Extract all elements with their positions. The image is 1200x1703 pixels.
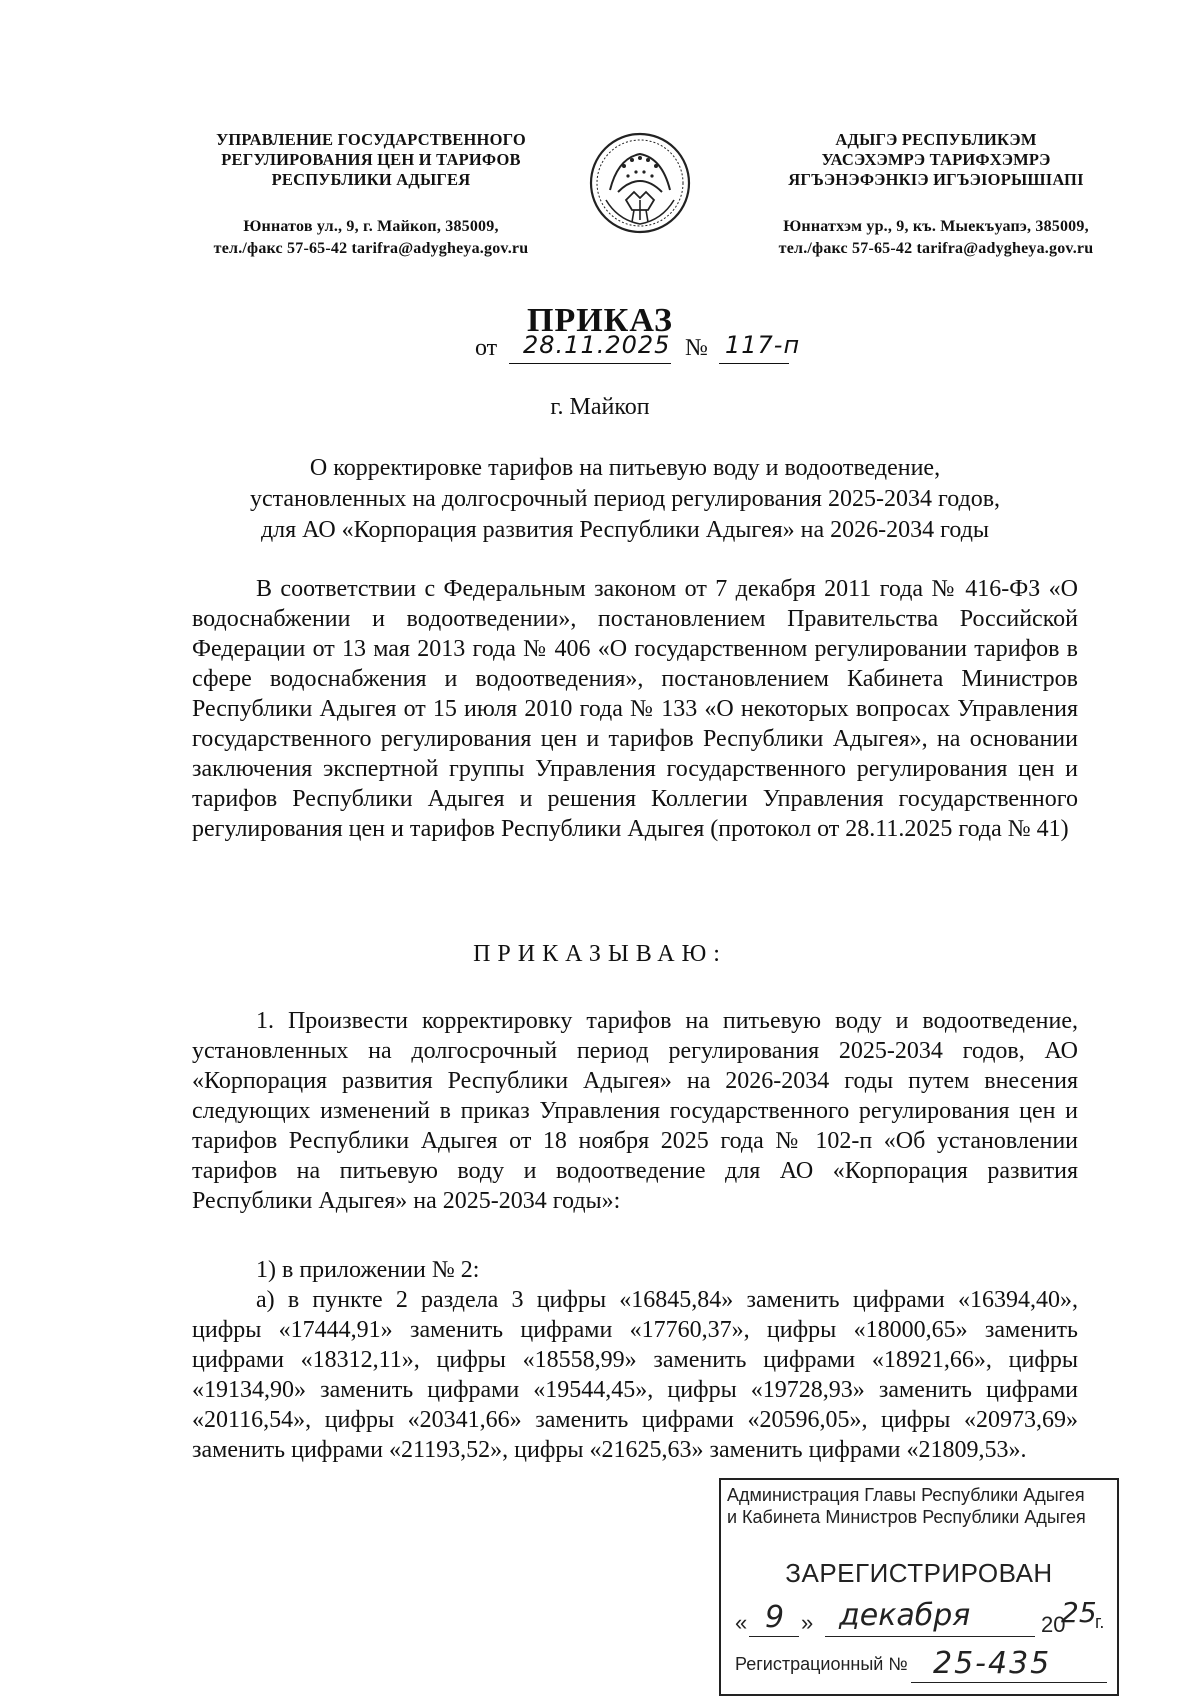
date-number-line bbox=[475, 331, 835, 371]
year-suffix: 25 bbox=[1061, 1596, 1097, 1629]
date-value: 28.11.2025 bbox=[523, 331, 671, 359]
org-name-line: РЕГУЛИРОВАНИЯ ЦЕН И ТАРИФОВ bbox=[221, 150, 521, 169]
year-end: г. bbox=[1095, 1612, 1105, 1632]
coat-of-arms-icon bbox=[588, 130, 692, 236]
org-name-line: РЕСПУБЛИКИ АДЫГЕЯ bbox=[271, 170, 471, 189]
stamp-status: ЗАРЕГИСТРИРОВАН bbox=[785, 1558, 1053, 1588]
order-item-1: 1. Произвести корректировку тарифов на питьевую воду и водоотведение, установленных на долгосрочный период регулирования 2025-2034 годов, АО «Корпорация развития Республики Адыгея» на 2026-2034 годы путем внесения следующих изменений в приказ Управления государственного регулирования цен и тарифов Республики Адыгея от 18 ноября 2025 года № 102-п «Об установлении тарифов на питьевую воду и водоотведение для АО «Корпорация развития Республики Адыгея» на 2025-2034 годы»: bbox=[192, 1008, 1078, 1214]
org-name-ru bbox=[186, 130, 556, 190]
stamp-month: декабря bbox=[839, 1598, 971, 1633]
contact-line: тел./факс 57-65-42 tarifra@adygheya.gov.ru bbox=[778, 240, 1094, 257]
document-subject bbox=[180, 453, 1070, 546]
reg-label: Регистрационный № bbox=[735, 1654, 908, 1674]
order-item-1-1: 1) в приложении № 2: bbox=[256, 1257, 480, 1283]
subject-line: для АО «Корпорация развития Республики Адыгея» на 2026-2034 годы bbox=[260, 517, 990, 543]
number-underline bbox=[719, 363, 789, 364]
year-prefix: 20 bbox=[1041, 1612, 1066, 1637]
date-underline bbox=[509, 363, 671, 364]
city: г. Майкоп bbox=[550, 394, 650, 420]
header-right bbox=[741, 130, 1131, 260]
order-heading: ПРИКАЗЫВАЮ: bbox=[473, 941, 727, 967]
number-label: № bbox=[685, 335, 708, 361]
month-underline bbox=[825, 1636, 1035, 1637]
order-item-1-1a: а) в пункте 2 раздела 3 цифры «16845,84» заменить цифрами «16394,40», цифры «17444,91» заменить цифрами «17760,37», цифры «18000,65» заменить цифрами «18312,11», цифры «18558,99» заменить цифрами «18921,66», цифры «19134,90» заменить цифрами «19544,45», цифры «19728,93» заменить цифрами «20116,54», цифры «20341,66» заменить цифрами «20596,05», цифры «20973,69» заменить цифрами «21193,52», цифры «21625,63» заменить цифрами «21809,53». bbox=[192, 1287, 1078, 1463]
address-line: Юннатов ул., 9, г. Майкоп, 385009, bbox=[243, 218, 499, 235]
stamp-org bbox=[727, 1484, 1117, 1528]
quote-close: » bbox=[801, 1610, 814, 1635]
document-title: ПРИКАЗ bbox=[527, 302, 673, 339]
date-label: от bbox=[475, 335, 498, 361]
number-value: 117-п bbox=[725, 331, 801, 359]
org-name-line: АДЫГЭ РЕСПУБЛИКЭМ bbox=[835, 130, 1037, 149]
subject-line: О корректировке тарифов на питьевую воду и водоотведение, bbox=[309, 455, 941, 481]
preamble-paragraph: В соответствии с Федеральным законом от 7 декабря 2011 года № 416-ФЗ «О водоснабжении и водоотведении», постановлением Правительства Российской Федерации от 13 мая 2013 года № 406 «О государственном регулировании тарифов в сфере водоснабжения и водоотведения», постановлением Кабинета Министров Республики Адыгея от 15 июля 2010 года № 133 «О некоторых вопросах Управления государственного регулирования цен и тарифов Республики Адыгея», на основании заключения экспертной группы Управления государственного регулирования цен и тарифов Республики Адыгея и решения Коллегии Управления государственного регулирования цен и тарифов Республики Адыгея (протокол от 28.11.2025 года № 41) bbox=[192, 576, 1078, 842]
reg-underline bbox=[911, 1682, 1107, 1683]
org-name-line: УАСЭХЭМРЭ ТАРИФХЭМРЭ bbox=[821, 150, 1051, 169]
org-address-ru bbox=[186, 216, 556, 260]
org-name-ady bbox=[741, 130, 1131, 190]
org-address-ady bbox=[741, 216, 1131, 260]
subject-line: установленных на долгосрочный период регулирования 2025-2034 годов, bbox=[249, 486, 1001, 512]
org-name-line: ЯГЪЭНЭФЭНКIЭ ИГЪЭIОРЫШIАПI bbox=[788, 170, 1084, 189]
quote-open: « bbox=[735, 1610, 748, 1635]
stamp-org-line: и Кабинета Министров Республики Адыгея bbox=[727, 1507, 1086, 1527]
reg-number: 25-435 bbox=[933, 1646, 1052, 1681]
registration-stamp bbox=[719, 1478, 1119, 1696]
header-left bbox=[186, 130, 556, 260]
day-underline bbox=[749, 1636, 799, 1637]
stamp-org-line: Администрация Главы Республики Адыгея bbox=[727, 1485, 1085, 1505]
contact-line: тел./факс 57-65-42 tarifra@adygheya.gov.ru bbox=[213, 240, 529, 257]
stamp-date-line bbox=[735, 1596, 1115, 1644]
org-name-line: УПРАВЛЕНИЕ ГОСУДАРСТВЕННОГО bbox=[216, 130, 526, 149]
address-line: Юннатхэм ур., 9, къ. Мыекъуапэ, 385009, bbox=[783, 218, 1089, 235]
stamp-day: 9 bbox=[765, 1600, 785, 1635]
